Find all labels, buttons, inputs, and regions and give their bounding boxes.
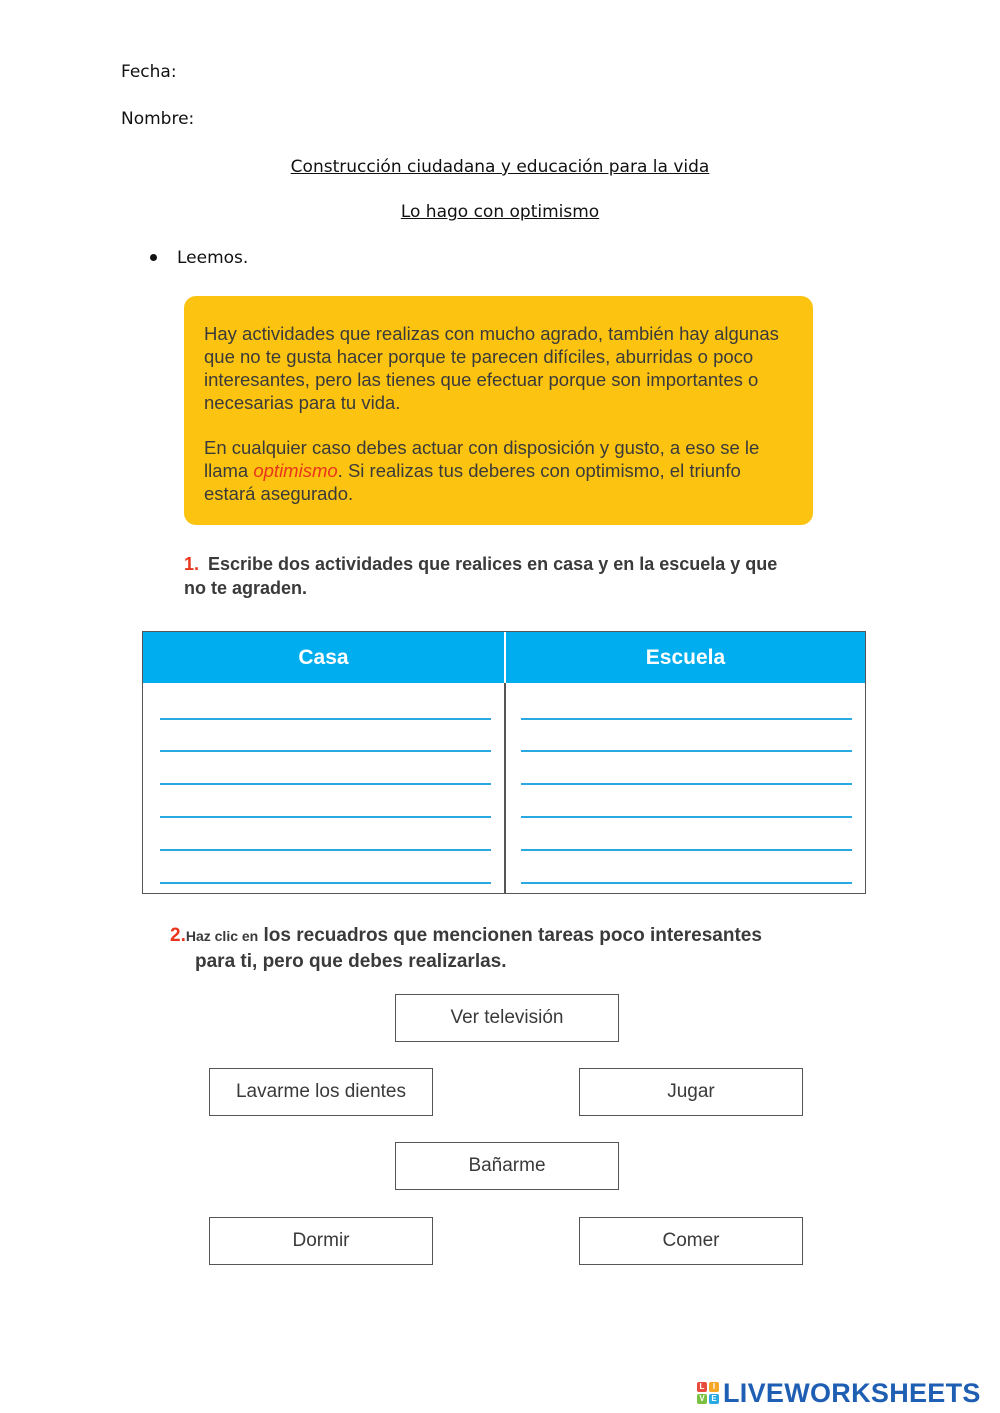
subject-title: Construcción ciudadana y educación para la vida [290,157,710,177]
option-lavarme-los-dientes[interactable]: Lavarme los dientes [209,1068,433,1116]
reading-paragraph-2: En cualquier caso debes actuar con disposición y gusto, a eso se le llama optimismo. Si realizas tus deberes con optimismo, el triunfo estará asegurado. [204,437,760,504]
casa-answer-line-3[interactable] [160,783,491,785]
nombre-label: Nombre: [121,109,195,129]
escuela-answer-line-2[interactable] [521,750,852,752]
optimismo-highlight: optimismo [253,460,338,481]
casa-answer-line-5[interactable] [160,849,491,851]
question-2-number: 2. [170,925,186,946]
escuela-answer-line-4[interactable] [521,816,852,818]
bullet-item [150,248,248,268]
question-1 [184,552,804,600]
activities-table [142,631,866,894]
escuela-answer-line-5[interactable] [521,849,852,851]
liveworksheets-wordmark: LIVEWORKSHEETS [723,1377,981,1408]
liveworksheets-mark-icon: L I V E [697,1382,719,1404]
bullet-text: Leemos. [177,248,249,268]
casa-answer-line-6[interactable] [160,882,491,884]
option-dormir[interactable]: Dormir [209,1217,433,1265]
liveworksheets-logo [697,1378,981,1408]
reading-box [184,296,813,525]
escuela-answer-line-6[interactable] [521,882,852,884]
option-ver-television[interactable]: Ver televisión [395,994,619,1042]
casa-answer-line-2[interactable] [160,750,491,752]
column-header-casa: Casa [298,646,349,669]
bullet-dot [150,254,157,261]
question-1-number: 1. [184,554,200,574]
fecha-label: Fecha: [121,62,177,82]
reading-paragraph-1: Hay actividades que realizas con mucho agrado, también hay algunas que no te gusta hacer porque te parecen difíciles, aburridas o poco interesantes, pero las tienes que efectuar porque son importantes o necesarias para tu vida. [204,323,779,413]
escuela-answer-line-1[interactable] [521,718,852,720]
question-2 [170,923,870,975]
casa-answer-line-4[interactable] [160,816,491,818]
question-2-line-1: los recuadros que mencionen tareas poco interesantes [258,925,762,946]
option-jugar[interactable]: Jugar [579,1068,803,1116]
header-divider [504,632,506,683]
escuela-answer-line-3[interactable] [521,783,852,785]
question-2-prefix: Haz clic en [185,928,259,944]
option-banarme[interactable]: Bañarme [395,1142,619,1190]
question-1-text: Escribe dos actividades que realices en casa y en la escuela y que no te agraden. [184,554,778,598]
column-header-escuela: Escuela [645,646,726,669]
option-comer[interactable]: Comer [579,1217,803,1265]
topic-title: Lo hago con optimismo [400,202,600,222]
question-2-line-2: para ti, pero que debes realizarlas. [195,951,507,972]
casa-answer-line-1[interactable] [160,718,491,720]
